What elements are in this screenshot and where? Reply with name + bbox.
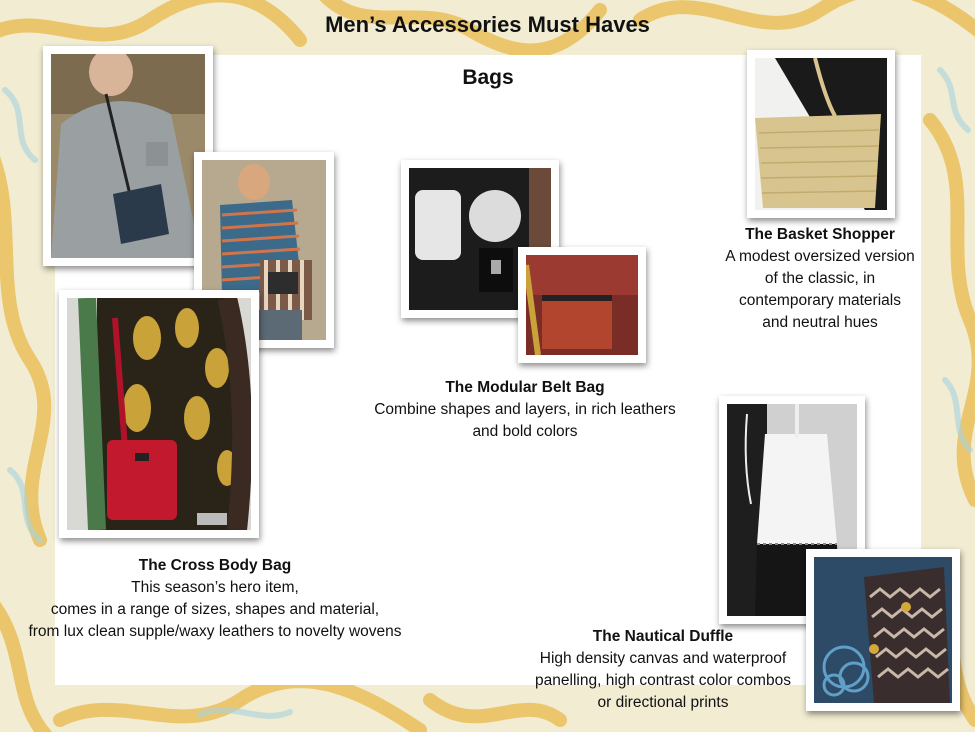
belt-bag-brown-image [526, 255, 638, 355]
photo-printed-duffle [806, 549, 960, 711]
crossbody-grey-sweater-image [51, 54, 205, 258]
caption-nautical-duffle-line: High density canvas and waterproof [539, 650, 787, 667]
caption-nautical-duffle-heading: The Nautical Duffle [592, 628, 734, 645]
photo-crossbody-red-bag [59, 290, 259, 538]
caption-belt-bag [355, 377, 695, 443]
printed-duffle-image [814, 557, 952, 703]
caption-belt-bag-line: Combine shapes and layers, in rich leathers [374, 401, 676, 418]
section-title: Bags [462, 66, 514, 89]
crossbody-red-bag-image [67, 298, 251, 530]
page-title: Men’s Accessories Must Haves [325, 12, 650, 37]
caption-basket-shopper-line: A modest oversized version [725, 248, 915, 265]
caption-basket-shopper [712, 224, 928, 334]
basket-shopper-image [755, 58, 887, 210]
caption-cross-body-line: This season’s hero item, [131, 579, 299, 596]
caption-cross-body-line: from lux clean supple/waxy leathers to novelty wovens [28, 623, 402, 640]
caption-basket-shopper-line: of the classic, in [764, 270, 876, 287]
caption-nautical-duffle-line: or directional prints [597, 694, 729, 711]
caption-cross-body-heading: The Cross Body Bag [138, 557, 292, 574]
photo-basket-shopper [747, 50, 895, 218]
caption-belt-bag-heading: The Modular Belt Bag [445, 379, 605, 396]
caption-cross-body [0, 555, 430, 643]
caption-basket-shopper-heading: The Basket Shopper [745, 226, 895, 243]
photo-belt-bag-brown [518, 247, 646, 363]
caption-nautical-duffle-line: panelling, high contrast color combos [535, 672, 791, 689]
caption-cross-body-line: comes in a range of sizes, shapes and material, [50, 601, 380, 618]
caption-basket-shopper-line: contemporary materials [739, 292, 901, 309]
caption-nautical-duffle [515, 626, 811, 714]
caption-belt-bag-line: and bold colors [472, 423, 578, 440]
caption-basket-shopper-line: and neutral hues [762, 314, 878, 331]
photo-crossbody-grey-sweater [43, 46, 213, 266]
